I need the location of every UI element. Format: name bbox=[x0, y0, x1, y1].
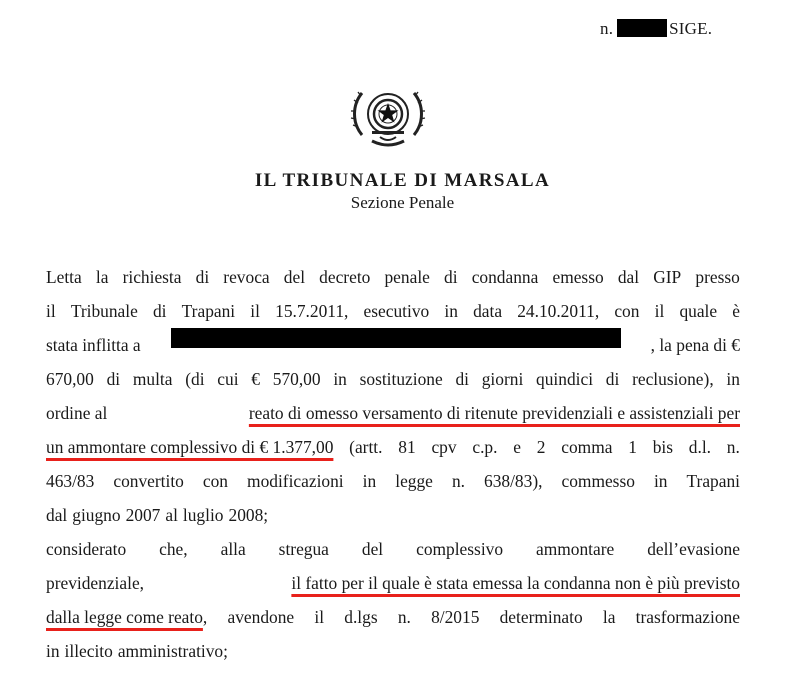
word: la bbox=[602, 607, 616, 627]
word: d.l. bbox=[688, 437, 712, 457]
text-line bbox=[46, 260, 740, 294]
word: decreto bbox=[319, 267, 371, 287]
word: modificazioni bbox=[247, 471, 344, 491]
word: ammontare bbox=[536, 539, 615, 559]
word: dal bbox=[617, 267, 640, 287]
word: in bbox=[444, 301, 458, 321]
word: in bbox=[726, 369, 740, 389]
word: multa bbox=[132, 369, 173, 389]
word: , bbox=[202, 607, 208, 627]
word: 24.10.2011, bbox=[517, 301, 600, 321]
word: convertito bbox=[113, 471, 184, 491]
text-line bbox=[46, 464, 740, 498]
word: dell’evasione bbox=[647, 539, 740, 559]
word: in bbox=[46, 641, 60, 661]
word: 463/83 bbox=[46, 471, 95, 491]
text-line bbox=[46, 328, 740, 362]
court-title: IL TRIBUNALE DI MARSALA bbox=[254, 170, 551, 191]
word: data bbox=[473, 301, 503, 321]
highlighted-text: dalla legge come reato bbox=[46, 607, 203, 627]
document-reference bbox=[600, 19, 712, 39]
text-line bbox=[46, 362, 740, 396]
word: che, bbox=[159, 539, 188, 559]
text-line bbox=[46, 600, 740, 634]
word: quindici bbox=[536, 369, 594, 389]
word: determinato bbox=[499, 607, 583, 627]
text-segment: , la pena di € bbox=[650, 335, 740, 355]
word: illecito bbox=[64, 641, 113, 661]
word: cui bbox=[217, 369, 239, 389]
text-segment: stata inflitta a bbox=[46, 335, 141, 355]
word: n. bbox=[397, 607, 411, 627]
word: sostituzione bbox=[359, 369, 443, 389]
word: 8/2015 bbox=[431, 607, 480, 627]
word: 15.7.2011, bbox=[275, 301, 349, 321]
redacted-reference-number bbox=[617, 19, 667, 37]
word: il bbox=[654, 301, 665, 321]
text-segment: previdenziale, bbox=[46, 573, 145, 593]
word: Tribunale bbox=[70, 301, 138, 321]
text-line bbox=[46, 498, 740, 532]
word: del bbox=[361, 539, 384, 559]
word: di bbox=[106, 369, 121, 389]
word: € bbox=[251, 369, 260, 389]
word: commesso bbox=[561, 471, 635, 491]
word: 570,00 bbox=[272, 369, 321, 389]
text-line bbox=[46, 294, 740, 328]
word: amministrativo; bbox=[117, 641, 228, 661]
word: 2007 bbox=[125, 505, 161, 525]
highlighted-text: un ammontare complessivo di € 1.377,00 bbox=[46, 437, 334, 457]
reference-prefix: n. bbox=[600, 19, 614, 38]
word: d.lgs bbox=[344, 607, 378, 627]
word: presso bbox=[695, 267, 740, 287]
word: cpv bbox=[431, 437, 457, 457]
word: Letta bbox=[46, 267, 82, 287]
word: in bbox=[653, 471, 668, 491]
reference-suffix: SIGE. bbox=[669, 19, 713, 38]
word: in bbox=[362, 471, 377, 491]
word: di bbox=[444, 267, 458, 287]
word: 670,00 bbox=[46, 369, 94, 389]
word: c.p. bbox=[472, 437, 498, 457]
word: di bbox=[195, 267, 210, 287]
word: con bbox=[614, 301, 640, 321]
text-segment bbox=[46, 600, 207, 634]
word: di bbox=[605, 369, 620, 389]
word: revoca bbox=[223, 267, 270, 287]
word: dal bbox=[46, 505, 68, 525]
word: richiesta bbox=[122, 267, 182, 287]
word: n. bbox=[726, 437, 740, 457]
word: 638/83), bbox=[484, 471, 543, 491]
word: è bbox=[732, 301, 740, 321]
word: GIP bbox=[653, 267, 682, 287]
word: esecutivo bbox=[363, 301, 430, 321]
word: quale bbox=[679, 301, 718, 321]
court-section: Sezione Penale bbox=[350, 193, 455, 212]
word: la bbox=[95, 267, 109, 287]
word: bis bbox=[652, 437, 673, 457]
redacted-name bbox=[171, 328, 621, 348]
word: di bbox=[455, 369, 469, 389]
highlighted-offense: reato di omesso versamento di ritenute previdenziali e assistenziali per bbox=[248, 403, 740, 423]
word: reclusione), bbox=[632, 369, 714, 389]
highlighted-decriminalization: il fatto per il quale è stata emessa la condanna non è più previsto bbox=[291, 573, 740, 593]
word: in bbox=[333, 369, 347, 389]
word: 1 bbox=[628, 437, 637, 457]
text-line bbox=[46, 634, 740, 668]
word: comma bbox=[561, 437, 613, 457]
word: il bbox=[250, 301, 260, 321]
text-segment bbox=[46, 430, 333, 464]
text-segment: ordine al bbox=[46, 403, 108, 423]
word: legge bbox=[395, 471, 433, 491]
word: avendone bbox=[227, 607, 295, 627]
word: con bbox=[202, 471, 229, 491]
word: complessivo bbox=[416, 539, 504, 559]
italian-republic-emblem-icon bbox=[350, 83, 426, 149]
word: il bbox=[314, 607, 325, 627]
word: emesso bbox=[552, 267, 604, 287]
word: 2 bbox=[536, 437, 546, 457]
word: alla bbox=[220, 539, 246, 559]
word: condanna bbox=[471, 267, 539, 287]
word: Trapani bbox=[686, 471, 740, 491]
word: stregua bbox=[278, 539, 329, 559]
word: Trapani bbox=[181, 301, 236, 321]
word: al bbox=[165, 505, 178, 525]
word: trasformazione bbox=[635, 607, 740, 627]
word: n. bbox=[451, 471, 465, 491]
word: giorni bbox=[481, 369, 524, 389]
word: 2008; bbox=[228, 505, 269, 525]
word: di bbox=[152, 301, 167, 321]
word: giugno bbox=[72, 505, 121, 525]
text-line bbox=[46, 532, 740, 566]
word: (artt. bbox=[349, 437, 383, 457]
word: luglio bbox=[182, 505, 224, 525]
word: penale bbox=[384, 267, 430, 287]
word: il bbox=[46, 301, 56, 321]
word: (di bbox=[185, 369, 205, 389]
text-line bbox=[46, 566, 740, 600]
word: considerato bbox=[46, 539, 127, 559]
text-line bbox=[46, 430, 740, 464]
text-line bbox=[46, 396, 740, 430]
word: 81 bbox=[398, 437, 416, 457]
word: e bbox=[513, 437, 521, 457]
decree-body bbox=[46, 260, 740, 668]
word: del bbox=[283, 267, 306, 287]
